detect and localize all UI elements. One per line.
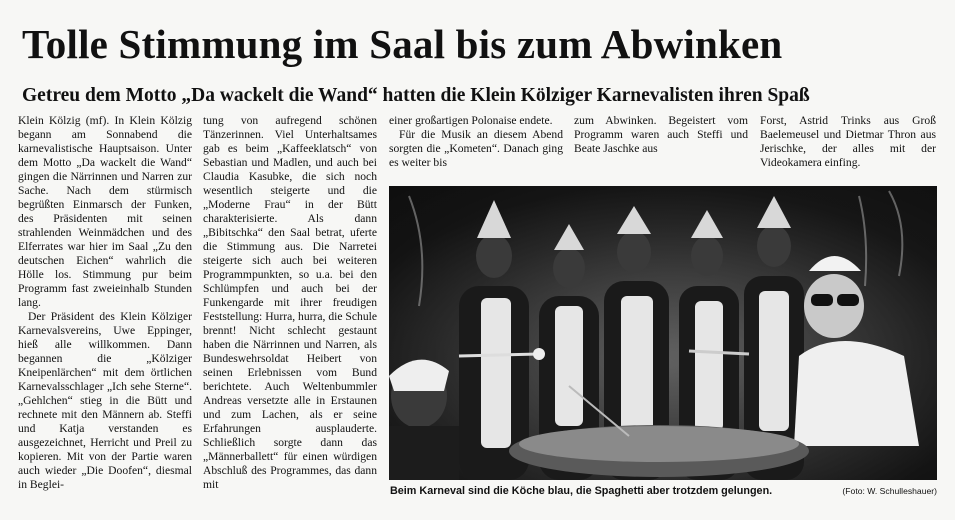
article-column-1 bbox=[18, 114, 192, 514]
article-column-5 bbox=[760, 114, 936, 170]
paragraph: Für die Musik an diesem Abend sorgten die „Kometen“. Danach ging es weiter bis bbox=[389, 128, 563, 169]
paragraph: zum Abwinken. Begeistert vom Programm waren auch Steffi und Beate Jaschke aus bbox=[574, 114, 748, 155]
photo-illustration bbox=[389, 186, 937, 480]
article-headline: Tolle Stimmung im Saal bis zum Abwinken bbox=[22, 21, 783, 67]
carnival-photo bbox=[389, 186, 937, 480]
paragraph: Klein Kölzig (mf). In Klein Kölzig begann am Sonnabend die karnevalistische Hauptsaison. Unter dem Motto „Da wackelt die Wand“ gingen die Närrinnen und Narren zur Sache. Nach dem stürmisch begrüßten Einmarsch der Funken, des Präsidenten mit seinen strahlenden Weinmädchen und des Elferrates war hier im Saal „Zu den deutschen Eichen“ wahrlich die Hölle los. Stimmung pur beim Programm fast zweieinhalb Stunden lang. bbox=[18, 114, 192, 309]
article-column-3 bbox=[389, 114, 563, 170]
article-column-2 bbox=[203, 114, 377, 514]
paragraph: Der Präsident des Klein Kölziger Karnevalsvereins, Uwe Eppinger, hieß alle willkommen. Dann begannen die „Kölziger Kneipenlärchen“ mit dem örtlichen Karnevalsschlager „Ich sehe Sterne“. „Gehlchen“ stieg in die Bütt und rechnete mit den Männern ab. Steffi und Katja verstanden es ausgezeichnet, Herricht und Preil zu kopieren. Mit von der Partie waren auch wieder „Die Doofen“, diesmal in Beglei- bbox=[18, 310, 192, 491]
article-subheadline: Getreu dem Motto „Da wackelt die Wand“ hatten die Klein Kölziger Karnevalisten ihren Spaß bbox=[22, 85, 810, 106]
paragraph: Forst, Astrid Trinks aus Groß Baelemeusel und Dietmar Thron aus Jerischke, der alles mit der Videokamera einfing. bbox=[760, 114, 936, 169]
photo-credit: (Foto: W. Schulleshauer) bbox=[842, 486, 937, 496]
photo-caption: Beim Karneval sind die Köche blau, die Spaghetti aber trotzdem gelungen. bbox=[390, 485, 773, 497]
paragraph: tung von aufregend schönen Tänzerinnen. Viel Unterhaltsames gab es beim „Kaffeeklatsch“ von Sebastian und Madlen, und auch bei Claudia Kasubke, die sich noch wesentlich steigerte und die „Moderne Frau“ in der Bütt charakterisierte. Als dann „Bibitschka“ den Saal betrat, uferte die Stimmung aus. Die Narretei steigerte sich auch bei weiteren Programmpunkten, so u.a. bei den Schlümpfen und auch bei der Funkengarde mit ihrer freudigen Feststellung: Hurra, hurra, die Schule brennt! Nicht schlecht gestaunt haben die Närrinnen und Narren, als Bundeswehrsoldat Heibert von seinen Erlebnissen vom Bund berichtete. Auch Weltenbummler Andreas versetzte alle in Erstaunen und zum Lachen, als er seine Erfahrungen ausplauderte. Schließlich sorgte dann das „Männerballett“ für einen würdigen Abschluß des Programmes, das dann mit bbox=[203, 114, 377, 491]
article-column-4 bbox=[574, 114, 748, 170]
paragraph: einer großartigen Polonaise endete. bbox=[389, 114, 553, 127]
